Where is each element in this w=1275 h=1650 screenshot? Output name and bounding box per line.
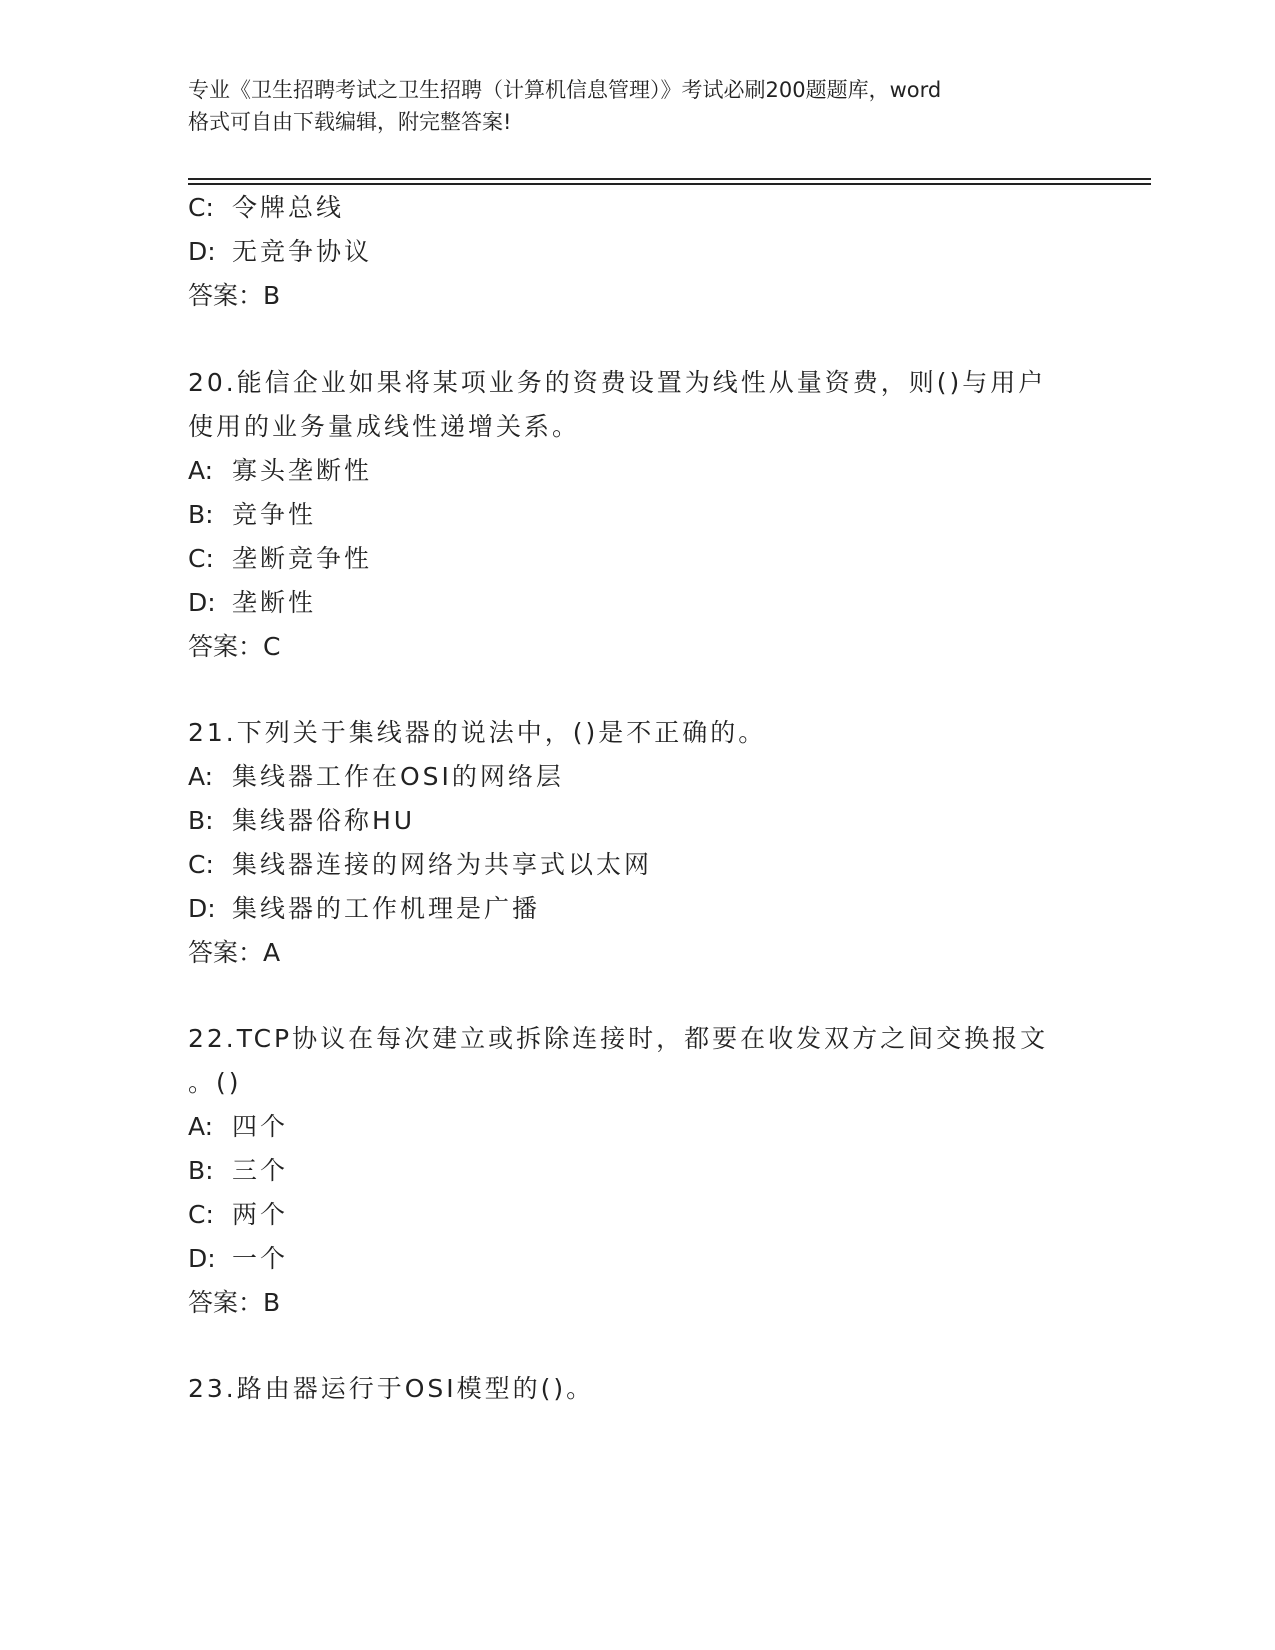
option-c: C: 两个 [188, 1200, 289, 1229]
question-stem-continued: 。() [188, 1068, 242, 1097]
option-d: D: 一个 [188, 1244, 289, 1273]
option-d: D: 垄断性 [188, 588, 317, 617]
option-c: C: 垄断竞争性 [188, 544, 373, 573]
header-line-1: 专业《卫生招聘考试之卫生招聘（计算机信息管理）》考试必刷200题题库，word [188, 78, 942, 102]
question-stem: 20.能信企业如果将某项业务的资费设置为线性从量资费，则()与用户 [188, 368, 1047, 397]
answer-line: 答案：C [188, 632, 281, 661]
option-a: A: 寡头垄断性 [188, 456, 373, 485]
answer-line: 答案：A [188, 938, 281, 967]
answer-line: 答案：B [188, 1288, 281, 1317]
option-d: D: 无竞争协议 [188, 237, 373, 266]
option-a: A: 集线器工作在OSI的网络层 [188, 762, 564, 791]
question-stem: 21.下列关于集线器的说法中，()是不正确的。 [188, 718, 767, 747]
header-divider-top [188, 178, 1151, 180]
option-b: B: 竞争性 [188, 500, 317, 529]
question-stem: 23.路由器运行于OSI模型的()。 [188, 1374, 595, 1403]
header-line-2: 格式可自由下载编辑，附完整答案! [188, 110, 512, 134]
option-d: D: 集线器的工作机理是广播 [188, 894, 541, 923]
question-stem-continued: 使用的业务量成线性递增关系。 [188, 412, 581, 441]
option-b: B: 集线器俗称HU [188, 806, 416, 835]
question-stem: 22.TCP协议在每次建立或拆除连接时，都要在收发双方之间交换报文 [188, 1024, 1049, 1053]
option-b: B: 三个 [188, 1156, 289, 1185]
option-a: A: 四个 [188, 1112, 289, 1141]
option-c: C: 令牌总线 [188, 193, 345, 222]
answer-line: 答案：B [188, 281, 281, 310]
document-header [188, 74, 1088, 138]
option-c: C: 集线器连接的网络为共享式以太网 [188, 850, 653, 879]
header-divider-bottom [188, 183, 1151, 185]
